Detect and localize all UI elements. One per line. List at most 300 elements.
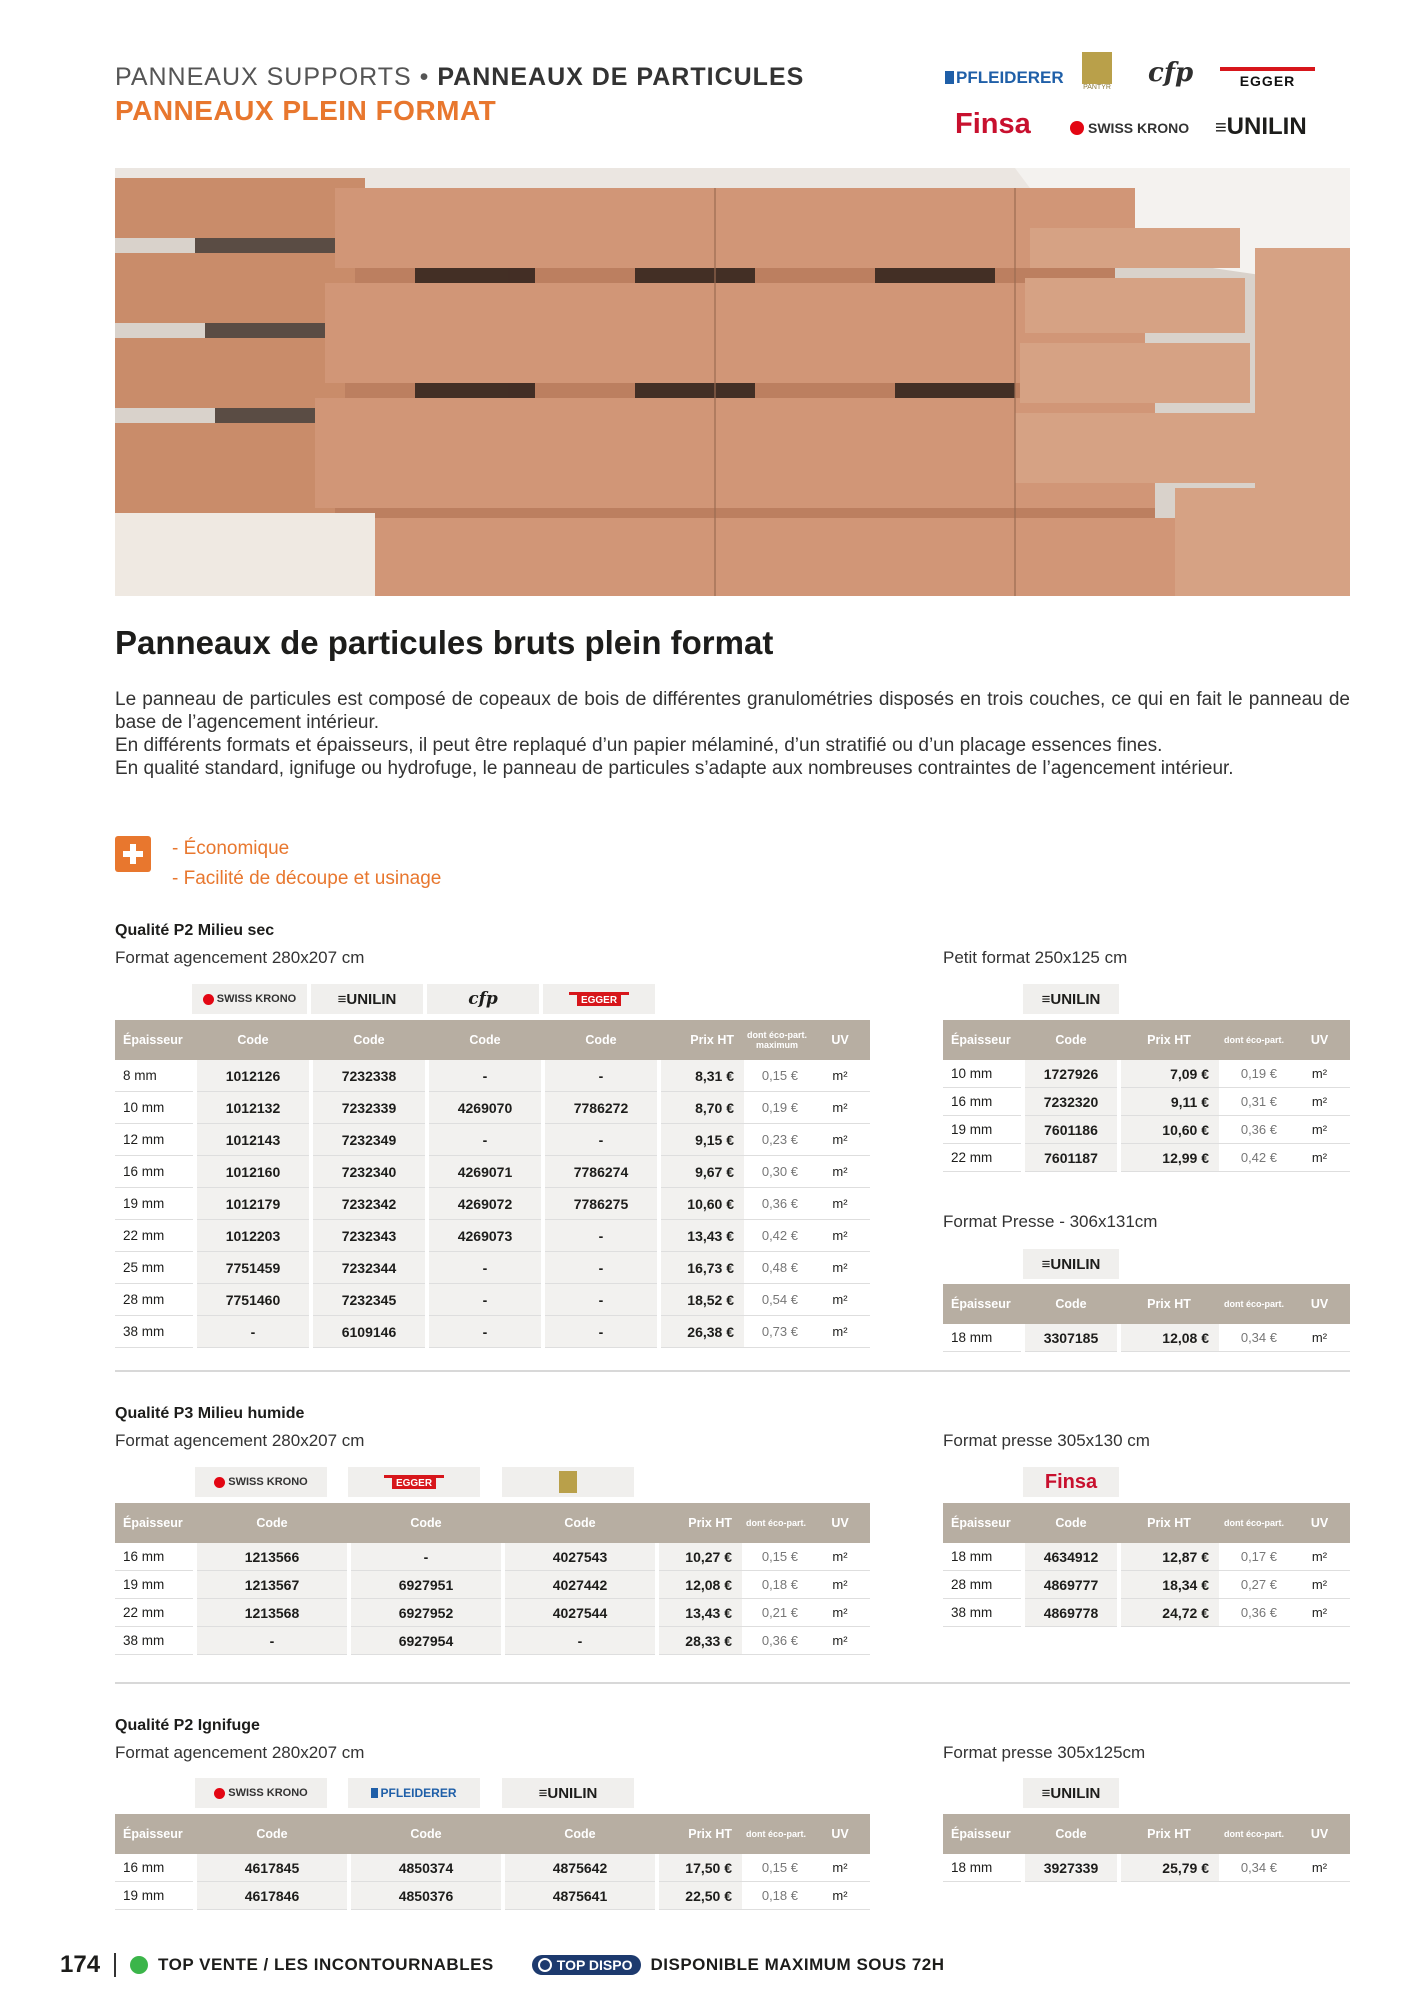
section2-presse-table	[943, 1503, 1350, 1627]
table-row	[943, 1599, 1350, 1627]
price-cell: 13,43 €	[657, 1599, 742, 1627]
code-cell: 4617845	[195, 1854, 349, 1882]
code-cell: 4634912	[1023, 1543, 1119, 1571]
eco-part-cell: 0,15 €	[761, 1549, 798, 1564]
header-uv: UV	[810, 1814, 870, 1854]
code-cell: 1012160	[195, 1156, 311, 1188]
thickness-cell: 16 mm	[123, 1860, 165, 1875]
header-code: Code	[195, 1814, 349, 1854]
header-uv: UV	[1289, 1503, 1350, 1543]
code-cell: 1213567	[195, 1571, 349, 1599]
intro-text	[115, 688, 1350, 780]
code-cell: 6927951	[349, 1571, 503, 1599]
price-cell: 12,99 €	[1119, 1144, 1219, 1172]
header-eco: dont éco-part.	[1219, 1814, 1289, 1854]
unit-cell: m²	[832, 1605, 848, 1620]
header-eco: dont éco-part.	[742, 1503, 810, 1543]
unit-cell: m²	[1311, 1549, 1328, 1564]
code-cell: 7232343	[311, 1220, 427, 1252]
header-eco: dont éco-part. maximum	[744, 1020, 810, 1060]
table-row	[943, 1571, 1350, 1599]
code-cell: -	[427, 1284, 543, 1316]
section1-presse-brand-row	[943, 1249, 1350, 1279]
eco-part-cell: 0,36 €	[1240, 1122, 1277, 1137]
table-row	[115, 1599, 870, 1627]
price-cell: 10,60 €	[1119, 1116, 1219, 1144]
code-cell: 7786275	[543, 1188, 659, 1220]
code-cell: 7786272	[543, 1092, 659, 1124]
thickness-cell: 38 mm	[951, 1605, 993, 1620]
pantyr-logo	[502, 1467, 634, 1497]
pfleiderer-logo: PFLEIDERER	[945, 68, 1064, 88]
price-cell: 7,09 €	[1119, 1060, 1219, 1088]
code-cell: 1012143	[195, 1124, 311, 1156]
brand-logos	[945, 50, 1355, 150]
thickness-cell: 22 mm	[951, 1150, 993, 1165]
header-epaisseur: Épaisseur	[115, 1814, 195, 1854]
header-code: Code	[543, 1020, 659, 1060]
page-footer	[60, 1950, 945, 1980]
thickness-cell: 10 mm	[951, 1066, 993, 1081]
price-cell: 25,79 €	[1119, 1854, 1219, 1882]
eco-part-cell: 0,19 €	[761, 1100, 798, 1115]
code-cell: 4869777	[1023, 1571, 1119, 1599]
unit-cell: m²	[1311, 1330, 1328, 1345]
thickness-cell: 19 mm	[123, 1888, 165, 1903]
unit-cell: m²	[1311, 1605, 1328, 1620]
section2-brand-row	[115, 1467, 870, 1497]
intro-paragraph: Le panneau de particules est composé de copeaux de bois de différentes granulométries disposés en trois couches, ce qui en fait le panneau de base de l’agencement intérieur.	[115, 689, 1350, 733]
code-cell: 7232344	[311, 1252, 427, 1284]
section3-brand-row	[115, 1778, 870, 1808]
price-cell: 12,08 €	[657, 1571, 742, 1599]
unilin-logo: ≡ UNILIN	[1023, 1778, 1119, 1808]
thickness-cell: 28 mm	[123, 1292, 165, 1307]
eco-part-cell: 0,36 €	[761, 1633, 798, 1648]
eco-part-cell: 0,21 €	[761, 1605, 798, 1620]
code-cell: 4027543	[503, 1543, 657, 1571]
unit-cell: m²	[832, 1577, 848, 1592]
code-cell: 7232338	[311, 1060, 427, 1092]
header-eco: dont éco-part.	[1219, 1020, 1289, 1060]
code-cell: -	[543, 1124, 659, 1156]
code-cell: 7751460	[195, 1284, 311, 1316]
price-cell: 26,38 €	[659, 1316, 744, 1348]
unit-cell: m²	[832, 1100, 848, 1115]
table-row	[115, 1284, 870, 1316]
eco-part-cell: 0,15 €	[761, 1068, 798, 1083]
code-cell: -	[427, 1124, 543, 1156]
eco-part-cell: 0,18 €	[761, 1888, 798, 1903]
eco-part-cell: 0,36 €	[1240, 1605, 1277, 1620]
price-cell: 22,50 €	[657, 1882, 742, 1910]
unilin-logo: ≡ UNILIN	[1023, 984, 1119, 1014]
code-cell: 7601187	[1023, 1144, 1119, 1172]
unit-cell: m²	[832, 1260, 848, 1275]
code-cell: -	[427, 1060, 543, 1092]
table-row	[943, 1543, 1350, 1571]
eco-part-cell: 0,15 €	[761, 1860, 798, 1875]
code-cell: 4269070	[427, 1092, 543, 1124]
table-row	[115, 1060, 870, 1092]
price-cell: 8,31 €	[659, 1060, 744, 1092]
thickness-cell: 10 mm	[123, 1100, 165, 1115]
code-cell: 4875641	[503, 1882, 657, 1910]
section2-title: Qualité P3 Milieu humide	[115, 1405, 305, 1422]
price-cell: 18,52 €	[659, 1284, 744, 1316]
thickness-cell: 22 mm	[123, 1605, 165, 1620]
table-row	[943, 1060, 1350, 1088]
finsa-logo: Finsa	[955, 108, 1031, 140]
stacked-panels-illustration	[115, 168, 1350, 596]
table-row	[943, 1144, 1350, 1172]
header-epaisseur: Épaisseur	[943, 1284, 1023, 1324]
egger-logo: EGGER	[543, 984, 655, 1014]
table-header-row	[115, 1020, 870, 1060]
code-cell: 4027544	[503, 1599, 657, 1627]
price-cell: 12,08 €	[1119, 1324, 1219, 1352]
thickness-cell: 18 mm	[951, 1549, 993, 1564]
header-code: Code	[503, 1503, 657, 1543]
table-header-row	[943, 1814, 1350, 1854]
table-row	[115, 1156, 870, 1188]
header-code: Code	[349, 1814, 503, 1854]
thickness-cell: 19 mm	[123, 1577, 165, 1592]
section-divider	[115, 1682, 1350, 1684]
code-cell: -	[195, 1627, 349, 1655]
cfp-logo: cfp	[427, 984, 539, 1014]
code-cell: -	[543, 1284, 659, 1316]
code-cell: 4850376	[349, 1882, 503, 1910]
unilin-logo: ≡ UNILIN	[1023, 1249, 1119, 1279]
price-cell: 16,73 €	[659, 1252, 744, 1284]
unit-cell: m²	[832, 1292, 848, 1307]
price-cell: 8,70 €	[659, 1092, 744, 1124]
price-cell: 12,87 €	[1119, 1543, 1219, 1571]
code-cell: 3927339	[1023, 1854, 1119, 1882]
unit-cell: m²	[1311, 1122, 1328, 1137]
header-price: Prix HT	[1119, 1814, 1219, 1854]
section3-presse-table	[943, 1814, 1350, 1882]
finsa-logo: Finsa	[1023, 1467, 1119, 1497]
code-cell: 7601186	[1023, 1116, 1119, 1144]
green-dot-icon	[130, 1956, 148, 1974]
price-cell: 24,72 €	[1119, 1599, 1219, 1627]
header-code: Code	[1023, 1503, 1119, 1543]
table-row	[115, 1627, 870, 1655]
hero-photo-stacked-panels	[115, 168, 1350, 596]
unit-cell: m²	[832, 1164, 848, 1179]
section2-format: Format agencement 280x207 cm	[115, 1431, 365, 1450]
header-uv: UV	[1289, 1020, 1350, 1060]
footer-divider	[114, 1953, 116, 1977]
section2-main-table	[115, 1503, 870, 1655]
swisskrono-logo: SWISS KRONO	[1070, 120, 1189, 136]
unit-cell: m²	[1311, 1094, 1328, 1109]
section2-presse-format: Format presse 305x130 cm	[943, 1431, 1150, 1450]
code-cell: 7232345	[311, 1284, 427, 1316]
table-row	[943, 1088, 1350, 1116]
unit-cell: m²	[1311, 1860, 1328, 1875]
unit-cell: m²	[832, 1549, 848, 1564]
code-cell: 4850374	[349, 1854, 503, 1882]
section3-title: Qualité P2 Ignifuge	[115, 1717, 260, 1734]
eco-part-cell: 0,54 €	[761, 1292, 798, 1307]
table-header-row	[943, 1503, 1350, 1543]
unit-cell: m²	[832, 1324, 848, 1339]
table-row	[943, 1854, 1350, 1882]
header-code: Code	[427, 1020, 543, 1060]
code-cell: -	[427, 1316, 543, 1348]
section3-main-table	[115, 1814, 870, 1910]
header-code: Code	[311, 1020, 427, 1060]
thickness-cell: 28 mm	[951, 1577, 993, 1592]
header-epaisseur: Épaisseur	[943, 1503, 1023, 1543]
section3-format: Format agencement 280x207 cm	[115, 1743, 365, 1762]
category: PANNEAUX SUPPORTS	[115, 63, 412, 91]
unit-cell: m²	[1311, 1577, 1328, 1592]
header-code: Code	[195, 1503, 349, 1543]
eco-part-cell: 0,34 €	[1240, 1860, 1277, 1875]
code-cell: -	[427, 1252, 543, 1284]
code-cell: 6109146	[311, 1316, 427, 1348]
code-cell: 7232320	[1023, 1088, 1119, 1116]
thickness-cell: 38 mm	[123, 1324, 165, 1339]
code-cell: 1012126	[195, 1060, 311, 1092]
price-cell: 10,60 €	[659, 1188, 744, 1220]
top-vente-label: TOP VENTE / LES INCONTOURNABLES	[158, 1955, 494, 1974]
table-row	[115, 1220, 870, 1252]
code-cell: -	[503, 1627, 657, 1655]
code-cell: 4617846	[195, 1882, 349, 1910]
top-dispo-badge: TOP DISPO	[532, 1955, 641, 1975]
code-cell: 1012203	[195, 1220, 311, 1252]
unit-cell: m²	[832, 1196, 848, 1211]
thickness-cell: 16 mm	[951, 1094, 993, 1109]
header-price: Prix HT	[1119, 1284, 1219, 1324]
table-row	[115, 1316, 870, 1348]
egger-logo: EGGER	[348, 1467, 480, 1497]
code-cell: -	[543, 1252, 659, 1284]
page-title: PANNEAUX PLEIN FORMAT	[115, 95, 497, 126]
section-divider	[115, 1370, 1350, 1372]
code-cell: 1012132	[195, 1092, 311, 1124]
code-cell: 3307185	[1023, 1324, 1119, 1352]
header-eco: dont éco-part.	[1219, 1284, 1289, 1324]
price-cell: 28,33 €	[657, 1627, 742, 1655]
section3-presse-brand-row	[943, 1778, 1350, 1808]
header-code: Code	[195, 1020, 311, 1060]
code-cell: 4869778	[1023, 1599, 1119, 1627]
unilin-logo: ≡ UNILIN	[311, 984, 423, 1014]
header-uv: UV	[810, 1503, 870, 1543]
page-number: 174	[60, 1951, 101, 1978]
unit-cell: m²	[832, 1633, 848, 1648]
section1-title: Qualité P2 Milieu sec	[115, 922, 275, 939]
header-epaisseur: Épaisseur	[943, 1814, 1023, 1854]
header-eco: dont éco-part.	[1219, 1503, 1289, 1543]
table-row	[115, 1543, 870, 1571]
section1-brand-row	[115, 984, 870, 1014]
unilin-logo: ≡UNILIN	[1215, 113, 1307, 140]
code-cell: -	[195, 1316, 311, 1348]
code-cell: 7232339	[311, 1092, 427, 1124]
table-row	[115, 1188, 870, 1220]
code-cell: 7232342	[311, 1188, 427, 1220]
header-eco: dont éco-part.	[742, 1814, 810, 1854]
swisskrono-logo: SWISS KRONO	[192, 984, 307, 1014]
eco-part-cell: 0,73 €	[761, 1324, 798, 1339]
section2-presse-brand-row	[943, 1467, 1350, 1497]
cfp-logo: cfp	[1148, 58, 1194, 88]
thickness-cell: 16 mm	[123, 1164, 165, 1179]
clock-icon	[538, 1958, 552, 1972]
code-cell: 4269073	[427, 1220, 543, 1252]
code-cell: 1213568	[195, 1599, 349, 1627]
thickness-cell: 19 mm	[951, 1122, 993, 1137]
code-cell: 4027442	[503, 1571, 657, 1599]
header-uv: UV	[1289, 1814, 1350, 1854]
price-cell: 18,34 €	[1119, 1571, 1219, 1599]
eco-part-cell: 0,23 €	[761, 1132, 798, 1147]
egger-logo: EGGER	[1220, 67, 1315, 89]
thickness-cell: 18 mm	[951, 1860, 993, 1875]
plus-icon	[115, 836, 151, 872]
code-cell: -	[543, 1316, 659, 1348]
code-cell: 7786274	[543, 1156, 659, 1188]
table-row	[943, 1116, 1350, 1144]
header-price: Prix HT	[1119, 1503, 1219, 1543]
swisskrono-logo: SWISS KRONO	[195, 1467, 327, 1497]
section1-small-brand-row	[943, 984, 1350, 1014]
thickness-cell: 12 mm	[123, 1132, 165, 1147]
table-row	[115, 1124, 870, 1156]
code-cell: 7751459	[195, 1252, 311, 1284]
eco-part-cell: 0,42 €	[761, 1228, 798, 1243]
eco-part-cell: 0,34 €	[1240, 1330, 1277, 1345]
eco-part-cell: 0,36 €	[761, 1196, 798, 1211]
table-header-row	[115, 1503, 870, 1543]
header-uv: UV	[1289, 1284, 1350, 1324]
code-cell: -	[349, 1543, 503, 1571]
code-cell: 1012179	[195, 1188, 311, 1220]
unit-cell: m²	[1311, 1150, 1328, 1165]
code-cell: 7232340	[311, 1156, 427, 1188]
section1-presse-table	[943, 1284, 1350, 1352]
swisskrono-logo: SWISS KRONO	[195, 1778, 327, 1808]
advantage-item: - Facilité de découpe et usinage	[172, 868, 442, 889]
table-row	[115, 1854, 870, 1882]
intro-paragraph: En différents formats et épaisseurs, il peut être replaqué d’un papier mélaminé, d’un stratifié ou d’un placage essences fines.	[115, 735, 1163, 756]
code-cell: 6927954	[349, 1627, 503, 1655]
advantage-item: - Économique	[172, 838, 290, 859]
thickness-cell: 16 mm	[123, 1549, 165, 1564]
section1-main-table	[115, 1020, 870, 1348]
unit-cell: m²	[1311, 1066, 1328, 1081]
category-line: PANNEAUX SUPPORTS • PANNEAUX DE PARTICULES	[115, 63, 805, 91]
table-row	[115, 1571, 870, 1599]
section3-presse-format: Format presse 305x125cm	[943, 1743, 1146, 1762]
header-epaisseur: Épaisseur	[943, 1020, 1023, 1060]
section1-small-table	[943, 1020, 1350, 1172]
price-cell: 9,67 €	[659, 1156, 744, 1188]
section1-presse-format: Format Presse - 306x131cm	[943, 1212, 1158, 1231]
code-cell: -	[543, 1060, 659, 1092]
table-row	[115, 1092, 870, 1124]
eco-part-cell: 0,42 €	[1240, 1150, 1277, 1165]
eco-part-cell: 0,18 €	[761, 1577, 798, 1592]
header-code: Code	[1023, 1284, 1119, 1324]
availability-label: DISPONIBLE MAXIMUM SOUS 72H	[650, 1955, 945, 1974]
article-heading: Panneaux de particules bruts plein format	[115, 624, 774, 661]
code-cell: 1213566	[195, 1543, 349, 1571]
unilin-logo: ≡ UNILIN	[502, 1778, 634, 1808]
header-price: Prix HT	[657, 1503, 742, 1543]
pfleiderer-logo: PFLEIDERER	[348, 1778, 480, 1808]
table-row	[943, 1324, 1350, 1352]
code-cell: 7232349	[311, 1124, 427, 1156]
eco-part-cell: 0,17 €	[1240, 1549, 1277, 1564]
code-cell: 6927952	[349, 1599, 503, 1627]
price-cell: 9,15 €	[659, 1124, 744, 1156]
header-epaisseur: Épaisseur	[115, 1503, 195, 1543]
subcategory: PANNEAUX DE PARTICULES	[437, 63, 805, 91]
unit-cell: m²	[832, 1068, 848, 1083]
table-header-row	[115, 1814, 870, 1854]
thickness-cell: 18 mm	[951, 1330, 993, 1345]
header-uv: UV	[810, 1020, 870, 1060]
table-header-row	[943, 1020, 1350, 1060]
header-code: Code	[349, 1503, 503, 1543]
unit-cell: m²	[832, 1132, 848, 1147]
header-epaisseur: Épaisseur	[115, 1020, 195, 1060]
table-header-row	[943, 1284, 1350, 1324]
intro-paragraph: En qualité standard, ignifuge ou hydrofuge, le panneau de particules s’adapte aux nombreuses contraintes de l’agencement intérieur.	[115, 758, 1234, 779]
thickness-cell: 19 mm	[123, 1196, 165, 1211]
thickness-cell: 38 mm	[123, 1633, 165, 1648]
code-cell: 1727926	[1023, 1060, 1119, 1088]
header-price: Prix HT	[657, 1814, 742, 1854]
eco-part-cell: 0,31 €	[1240, 1094, 1277, 1109]
pantyr-logo: PANTYR	[1080, 52, 1114, 100]
code-cell: 4269072	[427, 1188, 543, 1220]
header-code: Code	[503, 1814, 657, 1854]
thickness-cell: 8 mm	[123, 1068, 157, 1083]
header-code: Code	[1023, 1020, 1119, 1060]
thickness-cell: 22 mm	[123, 1228, 165, 1243]
code-cell: -	[543, 1220, 659, 1252]
price-cell: 13,43 €	[659, 1220, 744, 1252]
price-cell: 10,27 €	[657, 1543, 742, 1571]
header-code: Code	[1023, 1814, 1119, 1854]
table-row	[115, 1252, 870, 1284]
eco-part-cell: 0,19 €	[1240, 1066, 1277, 1081]
header-price: Prix HT	[1119, 1020, 1219, 1060]
eco-part-cell: 0,27 €	[1240, 1577, 1277, 1592]
unit-cell: m²	[832, 1860, 848, 1875]
section1-format: Format agencement 280x207 cm	[115, 948, 365, 967]
eco-part-cell: 0,48 €	[761, 1260, 798, 1275]
header-price: Prix HT	[659, 1020, 744, 1060]
price-cell: 17,50 €	[657, 1854, 742, 1882]
unit-cell: m²	[832, 1888, 848, 1903]
eco-part-cell: 0,30 €	[761, 1164, 798, 1179]
code-cell: 4875642	[503, 1854, 657, 1882]
unit-cell: m²	[832, 1228, 848, 1243]
thickness-cell: 25 mm	[123, 1260, 165, 1275]
table-row	[115, 1882, 870, 1910]
section1-small-format: Petit format 250x125 cm	[943, 948, 1128, 967]
